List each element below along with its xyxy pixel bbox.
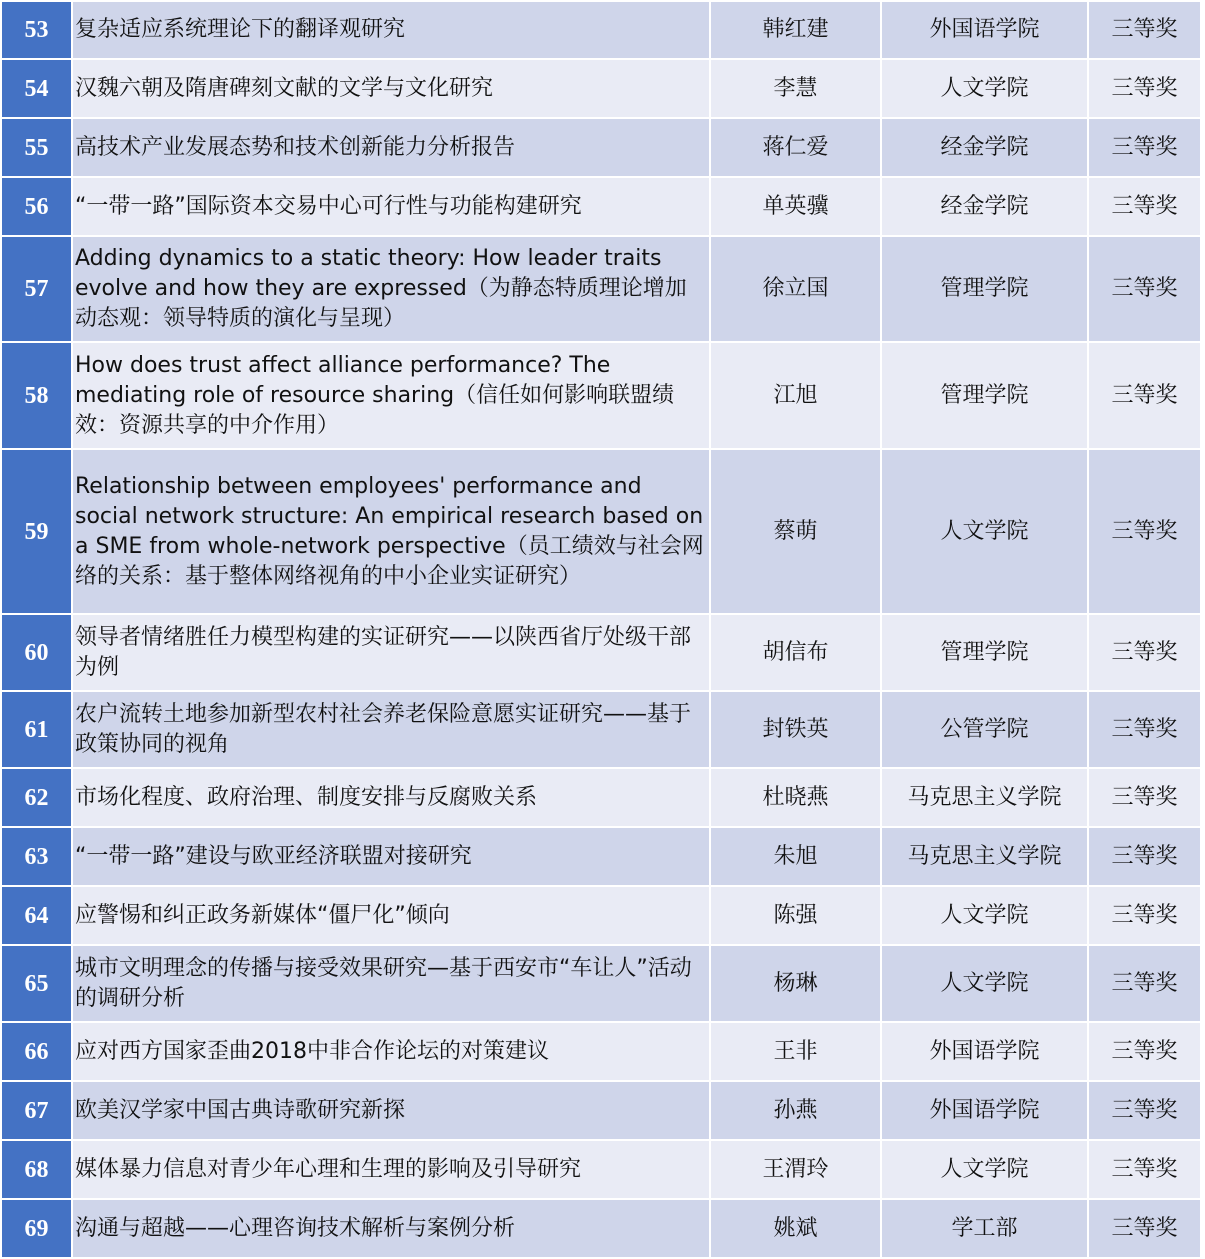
award-level: 三等奖 — [1088, 1140, 1201, 1199]
award-level: 三等奖 — [1088, 768, 1201, 827]
award-level: 三等奖 — [1088, 1, 1201, 59]
author-name: 徐立国 — [710, 236, 881, 342]
table-row — [1, 691, 1201, 768]
row-number: 53 — [1, 1, 72, 59]
author-name: 单英骥 — [710, 177, 881, 236]
college-name: 人文学院 — [881, 945, 1088, 1022]
author-name: 胡信布 — [710, 614, 881, 691]
project-title: “一带一路”国际资本交易中心可行性与功能构建研究 — [72, 177, 710, 236]
project-title: 城市文明理念的传播与接受效果研究—基于西安市“车让人”活动的调研分析 — [72, 945, 710, 1022]
award-level: 三等奖 — [1088, 449, 1201, 614]
row-number: 66 — [1, 1022, 72, 1081]
author-name: 王非 — [710, 1022, 881, 1081]
award-level: 三等奖 — [1088, 1199, 1201, 1258]
award-level: 三等奖 — [1088, 827, 1201, 886]
college-name: 外国语学院 — [881, 1, 1088, 59]
author-name: 孙燕 — [710, 1081, 881, 1140]
project-title: Relationship between employees' performance and social network structure: An empirical research based on a SME from whole-network perspective（员工绩效与社会网络的关系：基于整体网络视角的中小企业实证研究） — [72, 449, 710, 614]
college-name: 管理学院 — [881, 236, 1088, 342]
author-name: 朱旭 — [710, 827, 881, 886]
table-row — [1, 342, 1201, 449]
table-row — [1, 1140, 1201, 1199]
table-row — [1, 1199, 1201, 1258]
project-title: 农户流转土地参加新型农村社会养老保险意愿实证研究——基于政策协同的视角 — [72, 691, 710, 768]
college-name: 外国语学院 — [881, 1081, 1088, 1140]
award-level: 三等奖 — [1088, 614, 1201, 691]
row-number: 54 — [1, 59, 72, 118]
award-level: 三等奖 — [1088, 886, 1201, 945]
table-row — [1, 614, 1201, 691]
row-number: 57 — [1, 236, 72, 342]
college-name: 人文学院 — [881, 1140, 1088, 1199]
author-name: 韩红建 — [710, 1, 881, 59]
award-level: 三等奖 — [1088, 342, 1201, 449]
row-number: 56 — [1, 177, 72, 236]
award-level: 三等奖 — [1088, 118, 1201, 177]
project-title: 媒体暴力信息对青少年心理和生理的影响及引导研究 — [72, 1140, 710, 1199]
project-title: 欧美汉学家中国古典诗歌研究新探 — [72, 1081, 710, 1140]
row-number: 55 — [1, 118, 72, 177]
project-title: 高技术产业发展态势和技术创新能力分析报告 — [72, 118, 710, 177]
row-number: 68 — [1, 1140, 72, 1199]
row-number: 61 — [1, 691, 72, 768]
project-title: 市场化程度、政府治理、制度安排与反腐败关系 — [72, 768, 710, 827]
author-name: 封铁英 — [710, 691, 881, 768]
row-number: 62 — [1, 768, 72, 827]
project-title: 领导者情绪胜任力模型构建的实证研究——以陕西省厅处级干部为例 — [72, 614, 710, 691]
college-name: 马克思主义学院 — [881, 768, 1088, 827]
author-name: 江旭 — [710, 342, 881, 449]
author-name: 蔡萌 — [710, 449, 881, 614]
table-row — [1, 1, 1201, 59]
table-row — [1, 886, 1201, 945]
project-title: 应警惕和纠正政务新媒体“僵尸化”倾向 — [72, 886, 710, 945]
award-level: 三等奖 — [1088, 59, 1201, 118]
author-name: 陈强 — [710, 886, 881, 945]
award-level: 三等奖 — [1088, 1022, 1201, 1081]
college-name: 人文学院 — [881, 449, 1088, 614]
college-name: 管理学院 — [881, 614, 1088, 691]
table-row — [1, 59, 1201, 118]
table-row — [1, 177, 1201, 236]
author-name: 杜晓燕 — [710, 768, 881, 827]
author-name: 杨琳 — [710, 945, 881, 1022]
college-name: 经金学院 — [881, 177, 1088, 236]
row-number: 60 — [1, 614, 72, 691]
row-number: 69 — [1, 1199, 72, 1258]
award-level: 三等奖 — [1088, 1081, 1201, 1140]
project-title: How does trust affect alliance performance? The mediating role of resource sharing（信任如何影响联盟绩效：资源共享的中介作用） — [72, 342, 710, 449]
college-name: 马克思主义学院 — [881, 827, 1088, 886]
table-row — [1, 1081, 1201, 1140]
college-name: 外国语学院 — [881, 1022, 1088, 1081]
project-title: 应对西方国家歪曲2018中非合作论坛的对策建议 — [72, 1022, 710, 1081]
college-name: 人文学院 — [881, 59, 1088, 118]
college-name: 公管学院 — [881, 691, 1088, 768]
table-row — [1, 1022, 1201, 1081]
table-row — [1, 449, 1201, 614]
project-title: “一带一路”建设与欧亚经济联盟对接研究 — [72, 827, 710, 886]
table-row — [1, 768, 1201, 827]
table-row — [1, 118, 1201, 177]
award-level: 三等奖 — [1088, 177, 1201, 236]
author-name: 姚斌 — [710, 1199, 881, 1258]
author-name: 李慧 — [710, 59, 881, 118]
college-name: 人文学院 — [881, 886, 1088, 945]
college-name: 管理学院 — [881, 342, 1088, 449]
project-title: 复杂适应系统理论下的翻译观研究 — [72, 1, 710, 59]
row-number: 67 — [1, 1081, 72, 1140]
table-row — [1, 236, 1201, 342]
project-title: 汉魏六朝及隋唐碑刻文献的文学与文化研究 — [72, 59, 710, 118]
row-number: 63 — [1, 827, 72, 886]
award-level: 三等奖 — [1088, 945, 1201, 1022]
table-row — [1, 827, 1201, 886]
award-level: 三等奖 — [1088, 691, 1201, 768]
table-row — [1, 945, 1201, 1022]
college-name: 经金学院 — [881, 118, 1088, 177]
row-number: 65 — [1, 945, 72, 1022]
author-name: 王渭玲 — [710, 1140, 881, 1199]
author-name: 蒋仁爱 — [710, 118, 881, 177]
row-number: 59 — [1, 449, 72, 614]
award-level: 三等奖 — [1088, 236, 1201, 342]
row-number: 64 — [1, 886, 72, 945]
row-number: 58 — [1, 342, 72, 449]
project-title: 沟通与超越——心理咨询技术解析与案例分析 — [72, 1199, 710, 1258]
college-name: 学工部 — [881, 1199, 1088, 1258]
project-title: Adding dynamics to a static theory: How leader traits evolve and how they are expressed（为静态特质理论增加动态观：领导特质的演化与呈现） — [72, 236, 710, 342]
